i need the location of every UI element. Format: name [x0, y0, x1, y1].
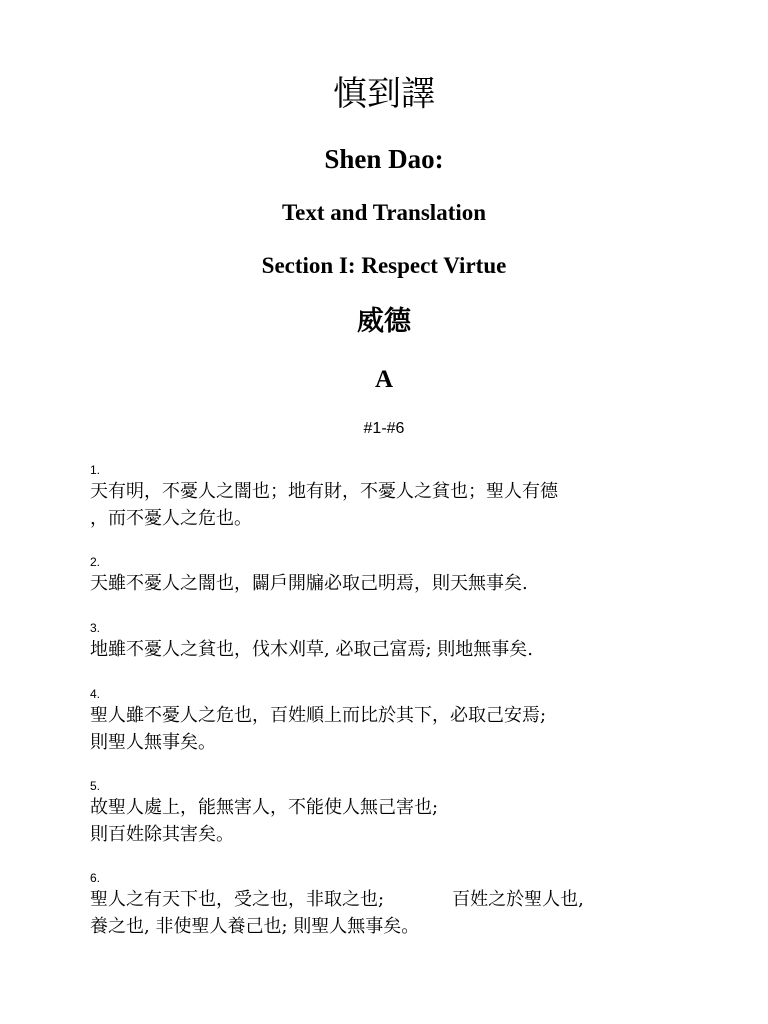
entry-2: [90, 554, 710, 597]
entry-text-line: 天雖不憂人之闇也，闢戶開牖必取己明焉，則天無事矣.: [90, 573, 528, 594]
entry-number: 5.: [90, 779, 101, 793]
entry-number: 6.: [90, 871, 101, 885]
entry-text-line: ，而不憂人之危也。: [90, 508, 252, 529]
entry-text-segment: 聖人之有天下也，受之也，非取之也;: [90, 889, 385, 910]
part-heading: A: [374, 366, 394, 393]
entry-number: 1.: [90, 463, 101, 477]
entry-text-segment: 百姓之於聖人也,: [452, 889, 584, 910]
entry-3: [90, 620, 710, 663]
entry-number: 3.: [90, 621, 101, 635]
title-chinese: 慎到譯: [333, 74, 435, 114]
section-heading: Section I: Respect Virtue: [261, 253, 507, 278]
entry-text-line: 則聖人無事矣。: [90, 732, 216, 753]
entry-text-line: [90, 886, 710, 913]
entry-4: [90, 686, 710, 756]
entry-text-line: 聖人雖不憂人之危也，百姓順上而比於其下，必取己安焉;: [90, 705, 547, 726]
entry-5: [90, 778, 710, 848]
entry-6: [90, 870, 710, 940]
title-english: Shen Dao:: [324, 144, 444, 174]
entry-number: 4.: [90, 687, 101, 701]
entry-1: [90, 462, 710, 532]
entry-text-line: 天有明，不憂人之闇也；地有財，不憂人之貧也；聖人有德: [90, 481, 558, 502]
subtitle: Text and Translation: [281, 200, 487, 225]
entry-range: #1-#6: [363, 420, 405, 437]
entry-text-line: 則百姓除其害矣。: [90, 824, 234, 845]
entry-number: 2.: [90, 555, 101, 569]
entry-text-line: 地雖不憂人之貧也，伐木刈草, 必取己富焉; 則地無事矣.: [90, 639, 533, 660]
section-heading-chinese: 威德: [357, 306, 411, 337]
entry-text-line: 養之也, 非使聖人養己也; 則聖人無事矣。: [90, 916, 420, 937]
entry-text-line: 故聖人處上，能無害人，不能使人無己害也;: [90, 797, 439, 818]
